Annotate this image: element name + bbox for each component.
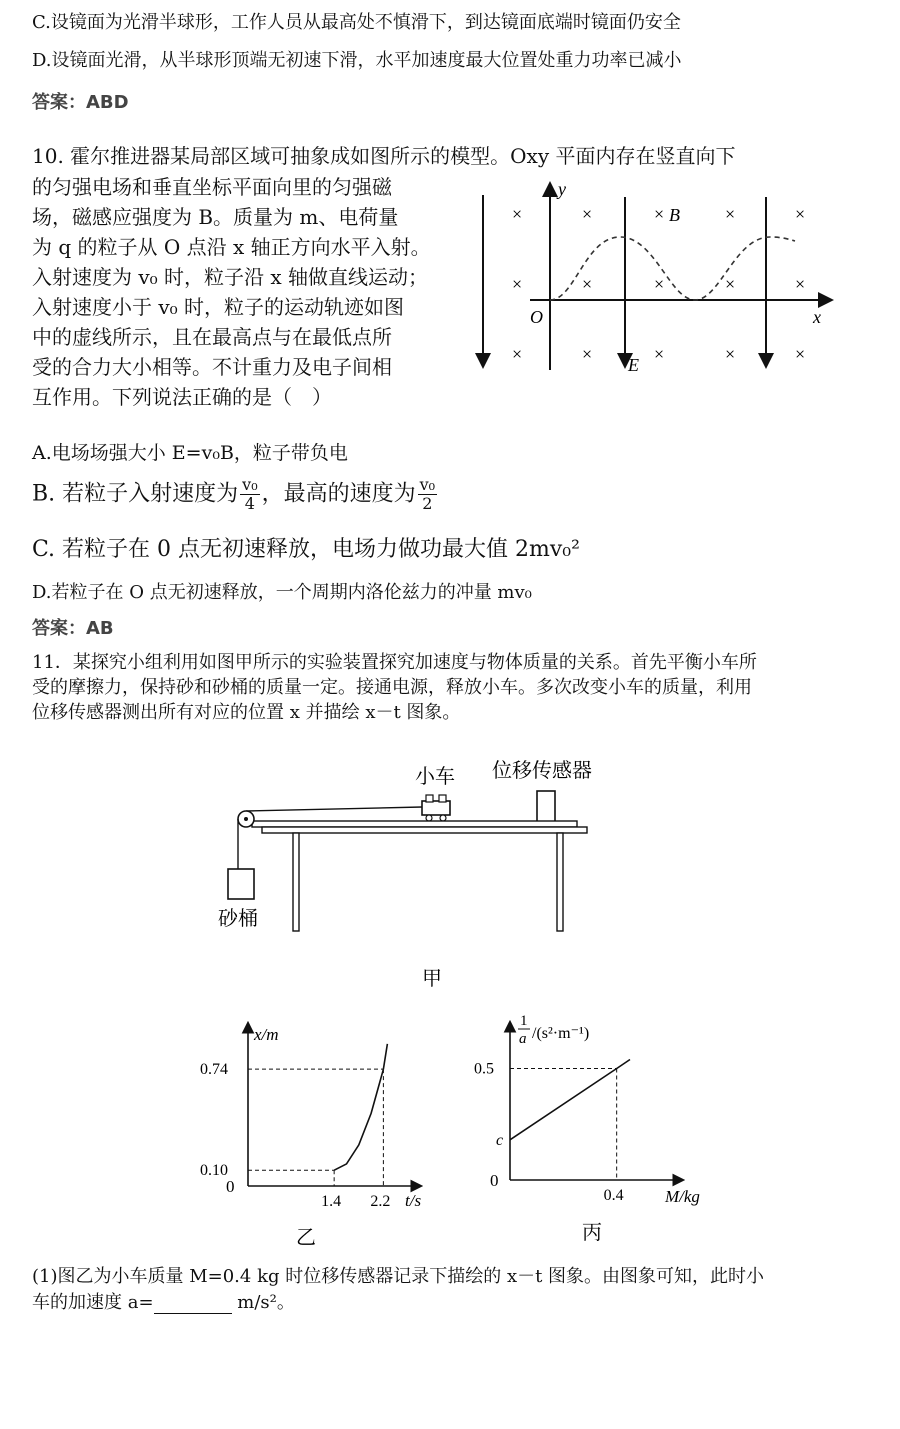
cross-mark: × — [654, 204, 665, 224]
q11-line: 受的摩擦力，保持砂和砂桶的质量一定。接通电源，释放小车。多次改变小车的质量，利用 — [32, 677, 752, 698]
q10-option-b — [32, 476, 439, 513]
x-t-chart — [190, 1010, 430, 1250]
x-axis-label: x — [813, 307, 821, 327]
q10-option-b-text: ，最高的速度为 — [261, 481, 416, 507]
cross-mark: × — [725, 344, 736, 364]
series-line — [510, 1060, 630, 1140]
y-axis-label: y — [558, 179, 566, 199]
y-label-frac-den: a — [519, 1031, 527, 1047]
fraction-num: v₀ — [242, 475, 258, 494]
cross-mark: × — [512, 274, 523, 294]
y-label-unit: /(s²·m⁻¹) — [532, 1025, 590, 1042]
b-label: B — [669, 205, 680, 225]
cross-mark: × — [654, 274, 665, 294]
cross-mark: × — [512, 344, 523, 364]
cross-mark: × — [654, 344, 665, 364]
y-tick-label: 0.10 — [200, 1162, 228, 1180]
pulley-axle — [244, 817, 248, 821]
q10-field-diagram — [470, 175, 850, 375]
cart-wheel — [440, 815, 446, 821]
e-label: E — [628, 355, 639, 375]
inverse-a-m-chart — [460, 1005, 700, 1250]
q11-line: 11．某探究小组利用如图甲所示的实验装置探究加速度与物体质量的关系。首先平衡小车所 — [32, 652, 757, 673]
sensor — [537, 791, 555, 823]
figure-caption-bing: 丙 — [582, 1222, 602, 1244]
string — [246, 807, 422, 811]
cross-mark: × — [795, 204, 806, 224]
series-curve — [334, 1069, 383, 1170]
cart-label: 小车 — [415, 766, 455, 788]
fraction-num: v₀ — [419, 475, 436, 494]
apparatus-figure — [200, 755, 620, 995]
q10-body — [32, 172, 457, 412]
q10-option-b-text: B. 若粒子入射速度为 — [32, 481, 239, 507]
q10-line: 入射速度小于 v₀ 时，粒子的运动轨迹如图 — [32, 295, 405, 319]
sensor-label: 位移传感器 — [492, 760, 592, 782]
q10-line: 受的合力大小相等。不计重力及电子间相 — [32, 355, 392, 379]
q10-option-a: A.电场场强大小 E=v₀B，粒子带负电 — [32, 442, 348, 464]
cross-mark: × — [582, 344, 593, 364]
origin-label: 0 — [490, 1171, 499, 1190]
cross-mark: × — [512, 204, 523, 224]
cart-weight — [426, 795, 433, 802]
q11-sub1-text: 车的加速度 a= — [32, 1292, 154, 1313]
prev-answer: 答案：ABD — [32, 92, 129, 113]
table-leg — [293, 833, 299, 931]
cross-mark: × — [725, 274, 736, 294]
q10-line: 场，磁感应强度为 B。质量为 m、电荷量 — [32, 205, 399, 229]
q11-sub1-line1: (1)图乙为小车质量 M=0.4 kg 时位移传感器记录下描绘的 x－t 图象。由图象可知，此时小 — [32, 1266, 765, 1287]
q10-option-c: C. 若粒子在 0 点无初速释放，电场力做功最大值 2mv₀² — [32, 537, 580, 562]
cross-mark: × — [725, 204, 736, 224]
q10-line: 互作用。下列说法正确的是（ ） — [32, 385, 332, 409]
y-tick-label: c — [496, 1131, 504, 1149]
q10-option-d: D.若粒子在 O 点无初速释放，一个周期内洛伦兹力的冲量 mv₀ — [32, 582, 532, 603]
q10-first-line: 10. 霍尔推进器某局部区域可抽象成如图所示的模型。Oxy 平面内存在竖直向下 — [32, 144, 736, 168]
x-axis-label: t/s — [405, 1191, 422, 1210]
y-label-frac-num: 1 — [520, 1013, 528, 1029]
prev-option-c: C.设镜面为光滑半球形，工作人员从最高处不慎滑下，到达镜面底端时镜面仍安全 — [32, 12, 681, 33]
fraction-den: 4 — [244, 494, 255, 513]
x-axis-label: M/kg — [665, 1187, 700, 1206]
cross-mark: × — [582, 274, 593, 294]
q11-sub1-line2 — [32, 1288, 295, 1314]
cross-mark: × — [795, 344, 806, 364]
fraction — [240, 476, 259, 513]
cart-wheel — [426, 815, 432, 821]
y-axis-label: x/m — [254, 1025, 279, 1044]
x-tick-label: 0.4 — [603, 1187, 624, 1204]
x-tick-label: 2.2 — [370, 1193, 391, 1210]
fraction-den: 2 — [422, 494, 433, 513]
origin-label: 0 — [226, 1177, 235, 1196]
track — [252, 821, 577, 827]
bucket-label: 砂桶 — [218, 908, 258, 930]
q11-sub1-text: m/s²。 — [231, 1292, 295, 1313]
cart — [422, 801, 450, 815]
figure-caption-yi: 乙 — [296, 1227, 316, 1249]
y-tick-label: 0.5 — [474, 1060, 494, 1078]
prev-option-d: D.设镜面光滑，从半球形顶端无初速下滑，水平加速度最大位置处重力功率已减小 — [32, 50, 682, 71]
tabletop — [262, 827, 587, 833]
origin-label: O — [530, 307, 543, 327]
cross-mark: × — [795, 274, 806, 294]
cart-weight — [439, 795, 446, 802]
series-curve-extension — [383, 1044, 387, 1069]
magnetic-field-crosses — [512, 204, 805, 364]
cross-mark: × — [582, 204, 593, 224]
figure-caption-jia: 甲 — [422, 968, 442, 990]
q10-line: 的匀强电场和垂直坐标平面向里的匀强磁 — [32, 175, 392, 199]
fraction — [418, 476, 437, 513]
y-tick-label: 0.74 — [200, 1061, 228, 1079]
q10-line: 为 q 的粒子从 O 点沿 x 轴正方向水平入射。 — [32, 235, 431, 259]
table-leg — [557, 833, 563, 931]
q10-answer: 答案：AB — [32, 618, 114, 639]
sand-bucket — [228, 869, 254, 899]
answer-blank[interactable] — [154, 1295, 232, 1314]
q11-line: 位移传感器测出所有对应的位置 x 并描绘 x－t 图象。 — [32, 702, 461, 723]
q10-line: 中的虚线所示，且在最高点与在最低点所 — [32, 325, 392, 349]
q10-line: 入射速度为 v₀ 时，粒子沿 x 轴做直线运动； — [32, 265, 429, 289]
x-tick-label: 1.4 — [321, 1193, 342, 1210]
